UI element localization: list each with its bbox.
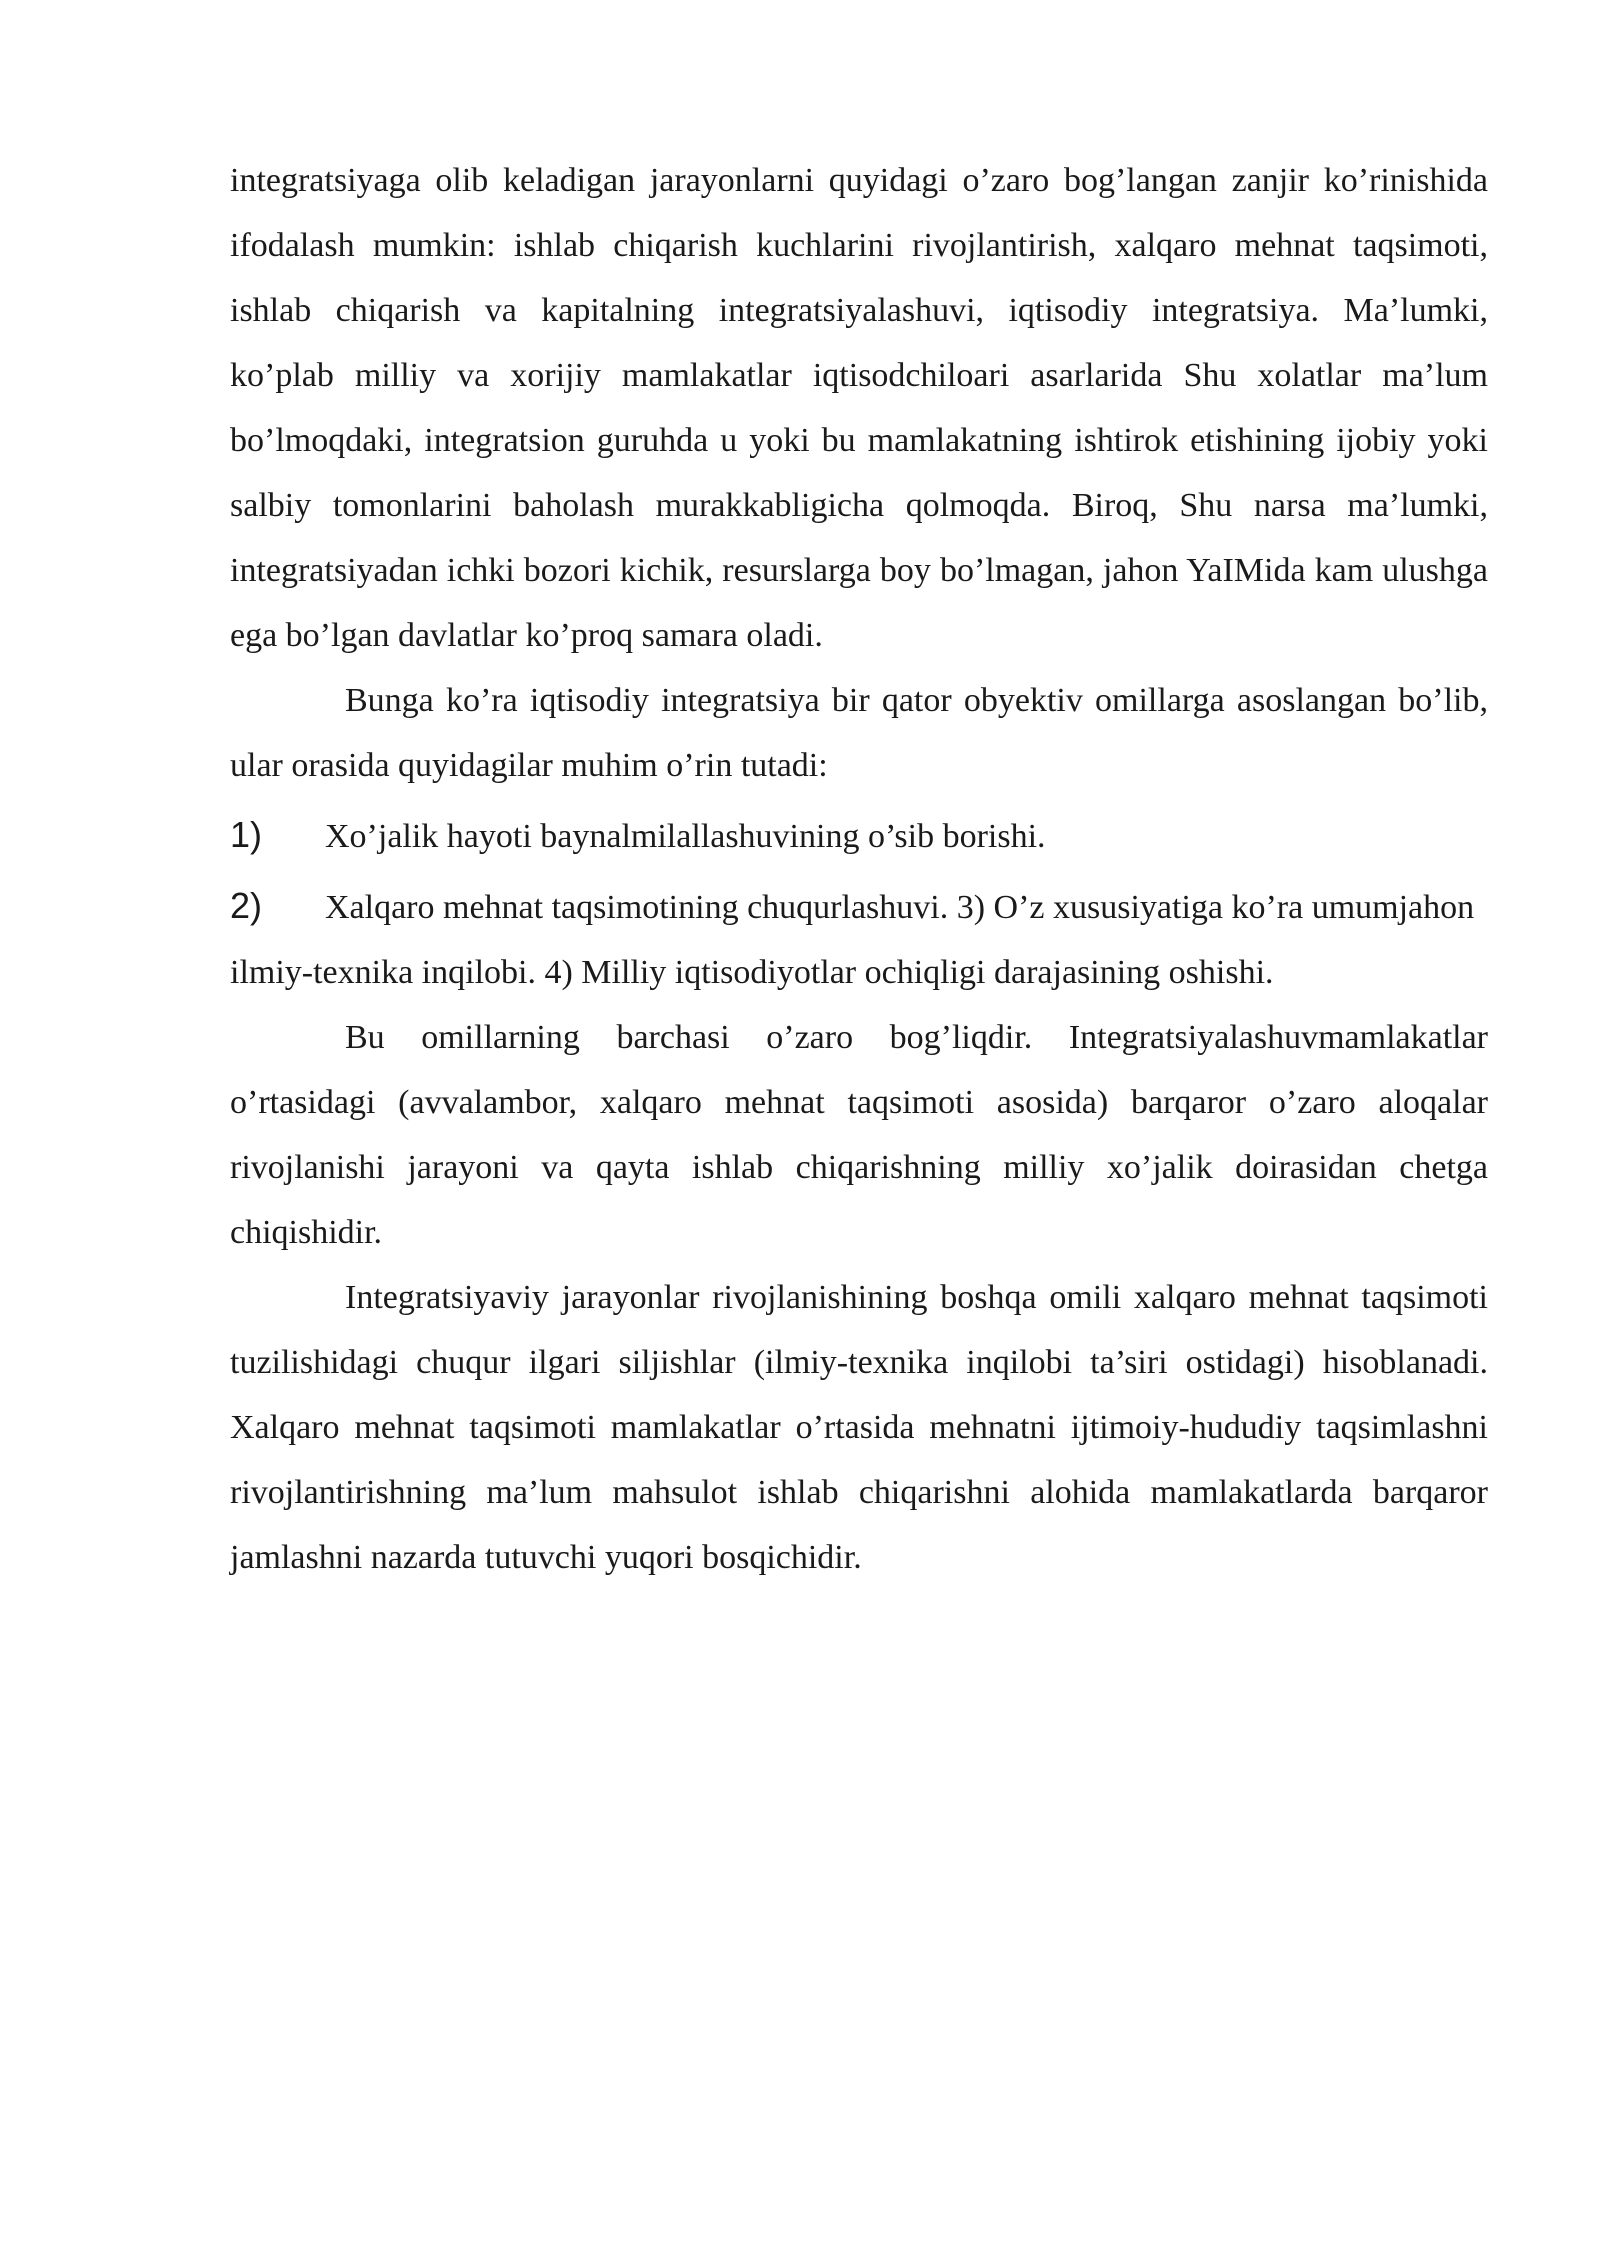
document-page: [230, 148, 1488, 1590]
paragraph-interconnection: Bu omillarning barchasi o’zaro bog’liqdir. Integratsiyalashuvmamlakatlar o’rtasidagi (avvalambor, xalqaro mehnat taqsimoti asosida) barqaror o’zaro aloqalar rivojlanishi jarayoni va qayta ishlab chiqarishning milliy xo’jalik doirasidan chetga chiqishidir.: [230, 1019, 1488, 1251]
paragraph-integration-chain: integratsiyaga olib keladigan jarayonlarni quyidagi o’zaro bog’langan zanjir ko’rinishida ifodalash mumkin: ishlab chiqarish kuchlarini rivojlantirish, xalqaro mehnat taqsimoti, ishlab chiqarish va kapitalning integratsiyalashuvi, iqtisodiy integratsiya. Ma’lumki, ko’plab milliy va xorijiy mamlakatlar iqtisodchiloari asarlarida Shu xolatlar ma’lum bo’lmoqdaki, integratsion guruhda u yoki bu mamlakatning ishtirok etishining ijobiy yoki salbiy tomonlarini baholash murakkabligicha qolmoqda. Biroq, Shu narsa ma’lumki, integratsiyadan ichki bozori kichik, resurslarga boy bo’lmagan, jahon YaIMida kam ulushga ega bo’lgan davlatlar ko’proq samara oladi.: [230, 162, 1488, 654]
list-item-1: [230, 802, 1488, 869]
paragraph-objective-factors: Bunga ko’ra iqtisodiy integratsiya bir qator obyektiv omillarga asoslangan bo’lib, ular orasida quyidagilar muhim o’rin tutadi:: [230, 682, 1488, 784]
list-item-text: Xalqaro mehnat taqsimotining chuqurlashuvi. 3) O’z xususiyatiga ko’ra umumjahon ilmiy-texnika inqilobi. 4) Milliy iqtisodiyotlar ochiqligi darajasining oshishi.: [230, 889, 1475, 991]
list-item-number: 2): [230, 885, 263, 926]
list-item-number: 1): [230, 814, 263, 855]
list-item-text: Xo’jalik hayoti baynalmilallashuvining o’sib borishi.: [325, 818, 1046, 855]
paragraph-labor-division: Integratsiyaviy jarayonlar rivojlanishining boshqa omili xalqaro mehnat taqsimoti tuzilishidagi chuqur ilgari siljishlar (ilmiy-texnika inqilobi ta’siri ostidagi) hisoblanadi. Xalqaro mehnat taqsimoti mamlakatlar o’rtasida mehnatni ijtimoiy-hududiy taqsimlashni rivojlantirishning ma’lum mahsulot ishlab chiqarishni alohida mamlakatlarda barqaror jamlashni nazarda tutuvchi yuqori bosqichidir.: [230, 1279, 1488, 1576]
list-item-2: [230, 873, 1488, 1005]
